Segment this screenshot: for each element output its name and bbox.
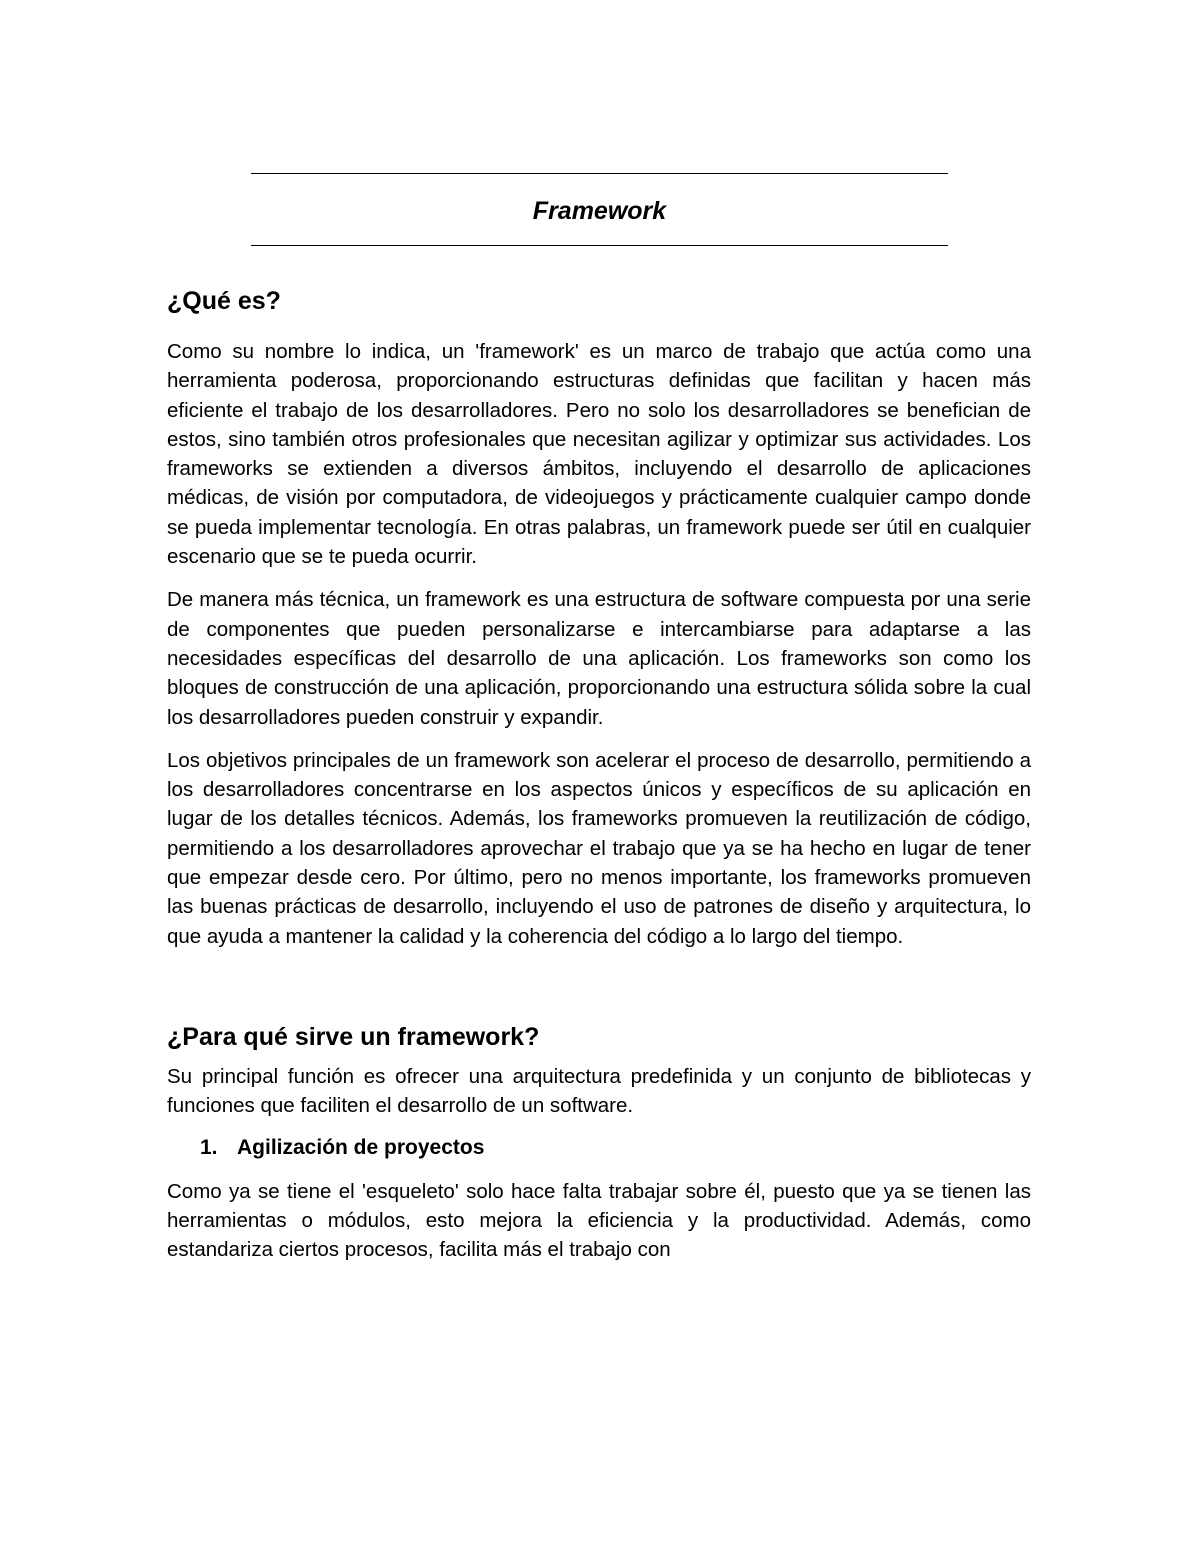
paragraph: Como ya se tiene el 'esqueleto' solo hace falta trabajar sobre él, puesto que ya se tienen las herramientas o módulos, esto mejora la eficiencia y la productividad. Además, como estandariza ciertos procesos, facilita más el trabajo con [167, 1179, 1031, 1262]
paragraph: Su principal función es ofrecer una arquitectura predefinida y un conjunto de bibliotecas y funciones que faciliten el desarrollo de un software. [167, 1064, 1031, 1118]
list-item-body [167, 1177, 1031, 1265]
document-title: Framework [532, 197, 667, 225]
list-item-number: 1. [200, 1135, 218, 1159]
paragraph: De manera más técnica, un framework es una estructura de software compuesta por una serie de componentes que pueden personalizarse e intercambiarse para adaptarse a las necesidades específicas del desarrollo de una aplicación. Los frameworks son como los bloques de construcción de una aplicación, proporcionando una estructura sólida sobre la cual los desarrolladores pueden construir y expandir. [167, 588, 1031, 729]
document-body [167, 283, 1031, 1265]
title-bottom-rule [251, 245, 948, 246]
paragraph: Como su nombre lo indica, un 'framework' es un marco de trabajo que actúa como una herramienta poderosa, proporcionando estructuras definidas que facilitan y hacen más eficiente el trabajo de los desarrolladores. Pero no solo los desarrolladores se benefician de estos, sino también otros profesionales que necesitan agilizar y optimizar sus actividades. Los frameworks se extienden a diversos ámbitos, incluyendo el desarrollo de aplicaciones médicas, de visión por computadora, de videojuegos y prácticamente cualquier campo donde se pueda implementar tecnología. En otras palabras, un framework puede ser útil en cualquier escenario que se te pueda ocurrir. [167, 340, 1031, 569]
list-item-label: Agilización de proyectos [237, 1135, 485, 1159]
section-heading-que-es: ¿Qué es? [167, 287, 281, 315]
list-item-heading [200, 1133, 1031, 1163]
title-top-rule [251, 173, 948, 174]
paragraph: Los objetivos principales de un framework son acelerar el proceso de desarrollo, permitiendo a los desarrolladores concentrarse en los aspectos únicos y específicos de su aplicación en lugar de los detalles técnicos. Además, los frameworks promueven la reutilización de código, permitiendo a los desarrolladores aprovechar el trabajo que ya se ha hecho en lugar de tener que empezar desde cero. Por último, pero no menos importante, los frameworks promueven las buenas prácticas de desarrollo, incluyendo el uso de patrones de diseño y arquitectura, lo que ayuda a mantener la calidad y la coherencia del código a lo largo del tiempo. [167, 748, 1031, 948]
section-heading-para-que-sirve: ¿Para qué sirve un framework? [167, 1022, 540, 1051]
